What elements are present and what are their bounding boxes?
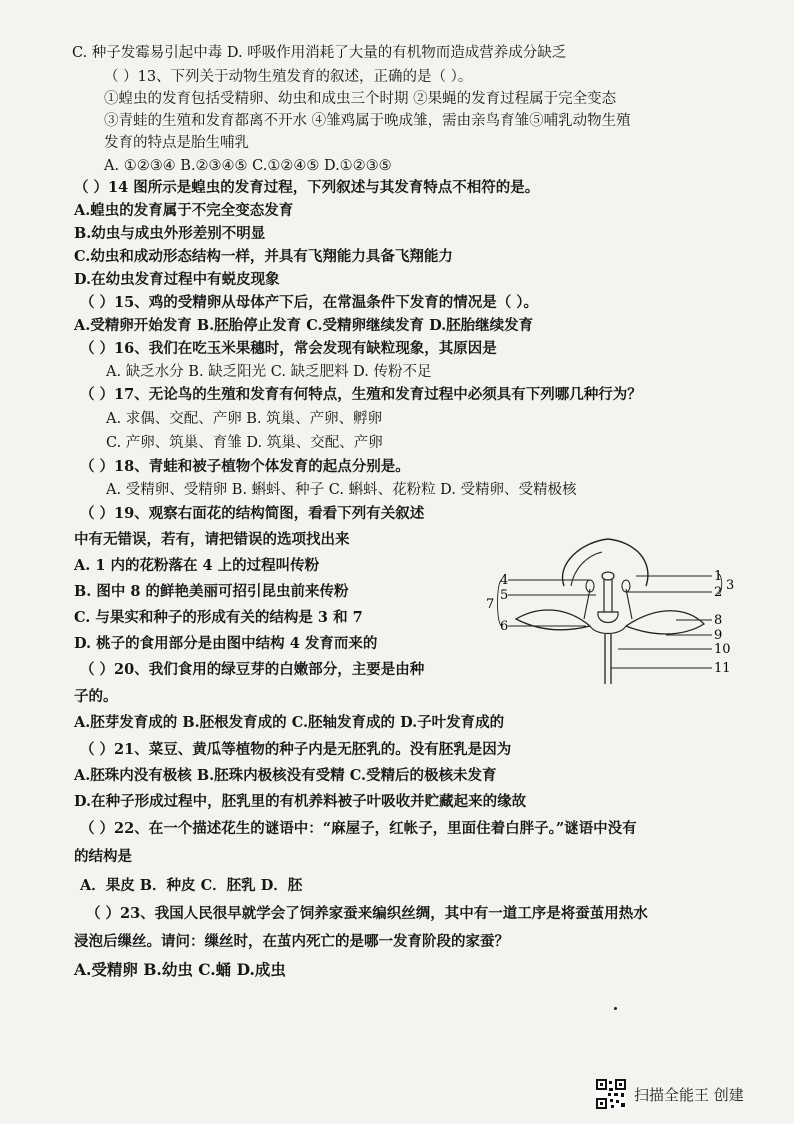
text-line: 子的。 (74, 688, 118, 705)
label-9: 9 (714, 628, 723, 643)
text-line: （ ）17、无论鸟的生殖和发育有何特点，生殖和发育过程中必须具有下列哪几种行为？ (80, 386, 642, 403)
label-10: 10 (714, 642, 731, 657)
flower-stalk (605, 634, 611, 684)
label-3: 3 (726, 578, 735, 593)
scanner-watermark (596, 1077, 744, 1111)
label-11: 11 (714, 661, 731, 676)
text-line: A. 受精卵、受精卵 B. 蝌蚪、种子 C. 蝌蚪、花粉粒 D. 受精卵、受精极核 (106, 482, 577, 498)
text-line: D. 桃子的食用部分是由图中结构 4 发育而来的 (74, 635, 378, 652)
label-6: 6 (500, 619, 509, 634)
qr-code-icon (596, 1079, 626, 1109)
stray-mark (614, 1007, 617, 1010)
label-1: 1 (714, 569, 723, 584)
text-line: ③青蛙的生殖和发育都离不开水 ④雏鸡属于晚成雏，需由亲鸟育雏⑤哺乳动物生殖 (104, 113, 631, 129)
label-2: 2 (714, 585, 723, 600)
scanner-watermark-text: 扫描全能王 创建 (634, 1085, 744, 1104)
sepal (626, 611, 704, 634)
text-line: A. 求偶、交配、产卵 B. 筑巢、产卵、孵卵 (106, 411, 383, 427)
text-line: （ ）14 图所示是蝗虫的发育过程，下列叙述与其发育特点不相符的是。 (74, 179, 540, 196)
pistil (598, 579, 618, 623)
label-8: 8 (714, 613, 723, 628)
text-line: A. ①②③④ B.②③④⑤ C.①②④⑤ D.①②③⑤ (104, 158, 392, 174)
text-line: 发育的特点是胎生哺乳 (104, 135, 249, 151)
text-line: 中有无错误，若有，请把错误的选项找出来 (74, 531, 350, 548)
text-line: A.受精卵 B.幼虫 C.蛹 D.成虫 (74, 960, 286, 979)
text-line: ①蝗虫的发育包括受精卵、幼虫和成虫三个时期 ②果蝇的发育过程属于完全变态 (104, 91, 617, 107)
text-line: （ ）15、鸡的受精卵从母体产下后，在常温条件下发育的情况是（ ）。 (80, 294, 539, 311)
text-line: （ ）23、我国人民很早就学会了饲养家蚕来编织丝绸，其中有一道工序是将蚕茧用热水 (86, 905, 648, 922)
sepal (516, 610, 590, 630)
text-line: 的结构是 (74, 848, 132, 865)
text-line: （ ）18、青蛙和被子植物个体发育的起点分别是。 (80, 458, 410, 475)
text-line: C. 与果实和种子的形成有关的结构是 3 和 7 (74, 609, 363, 626)
label-4: 4 (500, 573, 509, 588)
text-line: C. 种子发霉易引起中毒 D. 呼吸作用消耗了大量的有机物而造成营养成分缺乏 (72, 45, 567, 61)
text-line: B.幼虫与成虫外形差别不明显 (74, 225, 266, 242)
text-line: （ ）16、我们在吃玉米果穗时，常会发现有缺粒现象，其原因是 (80, 340, 497, 357)
stigma (602, 572, 614, 580)
stamen (584, 589, 632, 619)
text-line: （ ）21、菜豆、黄瓜等植物的种子内是无胚乳的。没有胚乳是因为 (80, 741, 512, 758)
text-line: D.在种子形成过程中，胚乳里的有机养料被子叶吸收并贮藏起来的缘故 (74, 793, 527, 810)
text-line: A. 1 内的花粉落在 4 上的过程叫传粉 (74, 557, 320, 574)
text-line: A.胚珠内没有极核 B.胚珠内极核没有受精 C.受精后的极核未发育 (74, 767, 497, 784)
text-line: A. 缺乏水分 B. 缺乏阳光 C. 缺乏肥料 D. 传粉不足 (106, 364, 432, 380)
text-line: A.蝗虫的发育属于不完全变态发育 (74, 202, 294, 219)
receptacle (590, 626, 626, 634)
text-line: C.幼虫和成动形态结构一样，并具有飞翔能力具备飞翔能力 (74, 248, 453, 265)
flower-structure-diagram (486, 534, 756, 684)
flower-petal (571, 552, 602, 586)
text-line: （ ）19、观察右面花的结构简图，看看下列有关叙述 (80, 505, 425, 522)
text-line: A.胚芽发育成的 B.胚根发育成的 C.胚轴发育成的 D.子叶发育成的 (74, 714, 505, 731)
text-line: （ ）22、在一个描述花生的谜语中：“麻屋子，红帐子，里面住着白胖子。”谜语中没有 (80, 820, 637, 837)
text-line: D.在幼虫发育过程中有蜕皮现象 (74, 271, 280, 288)
text-line: （ ）20、我们食用的绿豆芽的白嫩部分，主要是由种 (80, 661, 425, 678)
label-5: 5 (500, 588, 509, 603)
label-7: 7 (486, 597, 495, 612)
text-line: B. 图中 8 的鲜艳美丽可招引昆虫前来传粉 (74, 583, 349, 600)
text-line: 浸泡后缫丝。请问：缫丝时，在茧内死亡的是哪一发育阶段的家蚕？ (74, 933, 509, 950)
text-line: （ ）13、下列关于动物生殖发育的叙述，正确的是（ ）。 (104, 69, 473, 85)
text-line: C. 产卵、筑巢、育雏 D. 筑巢、交配、产卵 (106, 435, 383, 451)
text-line: A．果皮 B．种皮 C．胚乳 D．胚 (80, 877, 303, 894)
text-line: A.受精卵开始发育 B.胚胎停止发育 C.受精卵继续发育 D.胚胎继续发育 (74, 317, 534, 334)
